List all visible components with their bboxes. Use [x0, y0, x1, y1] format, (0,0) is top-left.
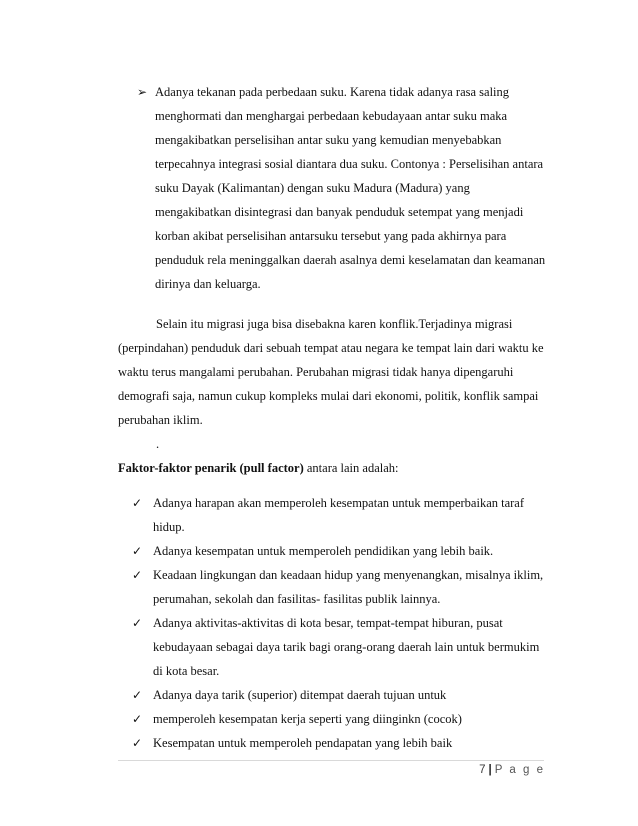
- checkmark-icon: ✓: [132, 712, 143, 726]
- text-line: Selain itu migrasi juga bisa disebakna karen konflik.Terjadinya migrasi: [156, 317, 513, 331]
- text-line: Adanya daya tarik (superior) ditempat daerah tujuan untuk: [153, 688, 447, 702]
- check-list-item: [132, 563, 543, 611]
- page-footer: [479, 764, 545, 776]
- check-list-item: [132, 539, 543, 563]
- checkmark-icon: ✓: [132, 688, 143, 702]
- pull-factor-list: [132, 491, 543, 755]
- text-line: Adanya harapan akan memperoleh kesempatan untuk memperbaikan taraf: [153, 496, 525, 510]
- checkmark-icon: ✓: [132, 568, 143, 582]
- text-line: perubahan iklim.: [118, 413, 203, 427]
- text-line: Adanya kesempatan untuk memperoleh pendidikan yang lebih baik.: [153, 544, 494, 558]
- text-line: menghormati dan menghargai perbedaan kebudayaan antar suku maka: [155, 109, 508, 123]
- checkmark-icon: ✓: [132, 736, 143, 750]
- text-line: (perpindahan) penduduk dari sebuah tempat atau negara ke tempat lain dari waktu ke: [118, 341, 544, 355]
- footer-separator: |: [488, 764, 492, 776]
- text-line: korban akibat perselisihan antarsuku tersebut yang pada akhirnya para: [155, 229, 507, 243]
- text-line: suku Dayak (Kalimantan) dengan suku Madura (Madura) yang: [155, 181, 470, 195]
- text-line: penduduk rela meninggalkan daerah asalnya demi keselamatan dan keamanan: [155, 253, 546, 267]
- checkmark-icon: ✓: [132, 496, 143, 510]
- pull-factor-heading: [118, 456, 399, 480]
- text-line: terpecahnya integrasi sosial diantara dua suku. Contonya : Perselisihan antara: [155, 157, 544, 171]
- text-line: hidup.: [153, 520, 185, 534]
- text-line: mengakibatkan perselisihan antar suku yang kemudian menyebabkan: [155, 133, 502, 147]
- text-line: Adanya aktivitas-aktivitas di kota besar, tempat-tempat hiburan, pusat: [153, 616, 503, 630]
- text-line: di kota besar.: [153, 664, 220, 678]
- check-list-item: [132, 731, 543, 755]
- text-line: demografi saja, namun cukup kompleks mulai dari ekonomi, politik, konflik sampai: [118, 389, 539, 403]
- text-line: Kesempatan untuk memperoleh pendapatan yang lebih baik: [153, 736, 453, 750]
- footer-divider: [118, 760, 544, 761]
- pull-factor-heading-rest: antara lain adalah:: [303, 461, 399, 475]
- text-line: mengakibatkan disintegrasi dan banyak penduduk setempat yang menjadi: [155, 205, 524, 219]
- check-list-item: [132, 491, 543, 539]
- text-line: kebudayaan sebagai daya tarik bagi orang-orang daerah lain untuk bermukim: [153, 640, 540, 654]
- text-line: Keadaan lingkungan dan keadaan hidup yang menyenangkan, misalnya iklim,: [153, 568, 544, 582]
- pull-factor-heading-bold: Faktor-faktor penarik (pull factor): [118, 461, 304, 475]
- check-list-item: [132, 611, 543, 683]
- text-line: dirinya dan keluarga.: [155, 277, 261, 291]
- text-line: waktu terus mangalami perubahan. Perubahan migrasi tidak hanya dipengaruhi: [118, 365, 514, 379]
- text-line: perumahan, sekolah dan fasilitas- fasilitas publik lainnya.: [153, 592, 441, 606]
- check-list-item: [132, 683, 543, 707]
- text-line: memperoleh kesempatan kerja seperti yang diinginkn (cocok): [153, 712, 462, 726]
- page-number: 7: [479, 764, 486, 776]
- bullet-item-text: [155, 80, 545, 296]
- arrow-bullet-icon: ➢: [137, 85, 148, 99]
- checkmark-icon: ✓: [132, 544, 143, 558]
- checkmark-icon: ✓: [132, 616, 143, 630]
- check-list-item: [132, 707, 543, 731]
- migration-paragraph: [118, 312, 544, 432]
- text-line: Adanya tekanan pada perbedaan suku. Karena tidak adanya rasa saling: [155, 85, 510, 99]
- stray-dot: .: [156, 437, 160, 451]
- page-label: P a g e: [494, 764, 545, 776]
